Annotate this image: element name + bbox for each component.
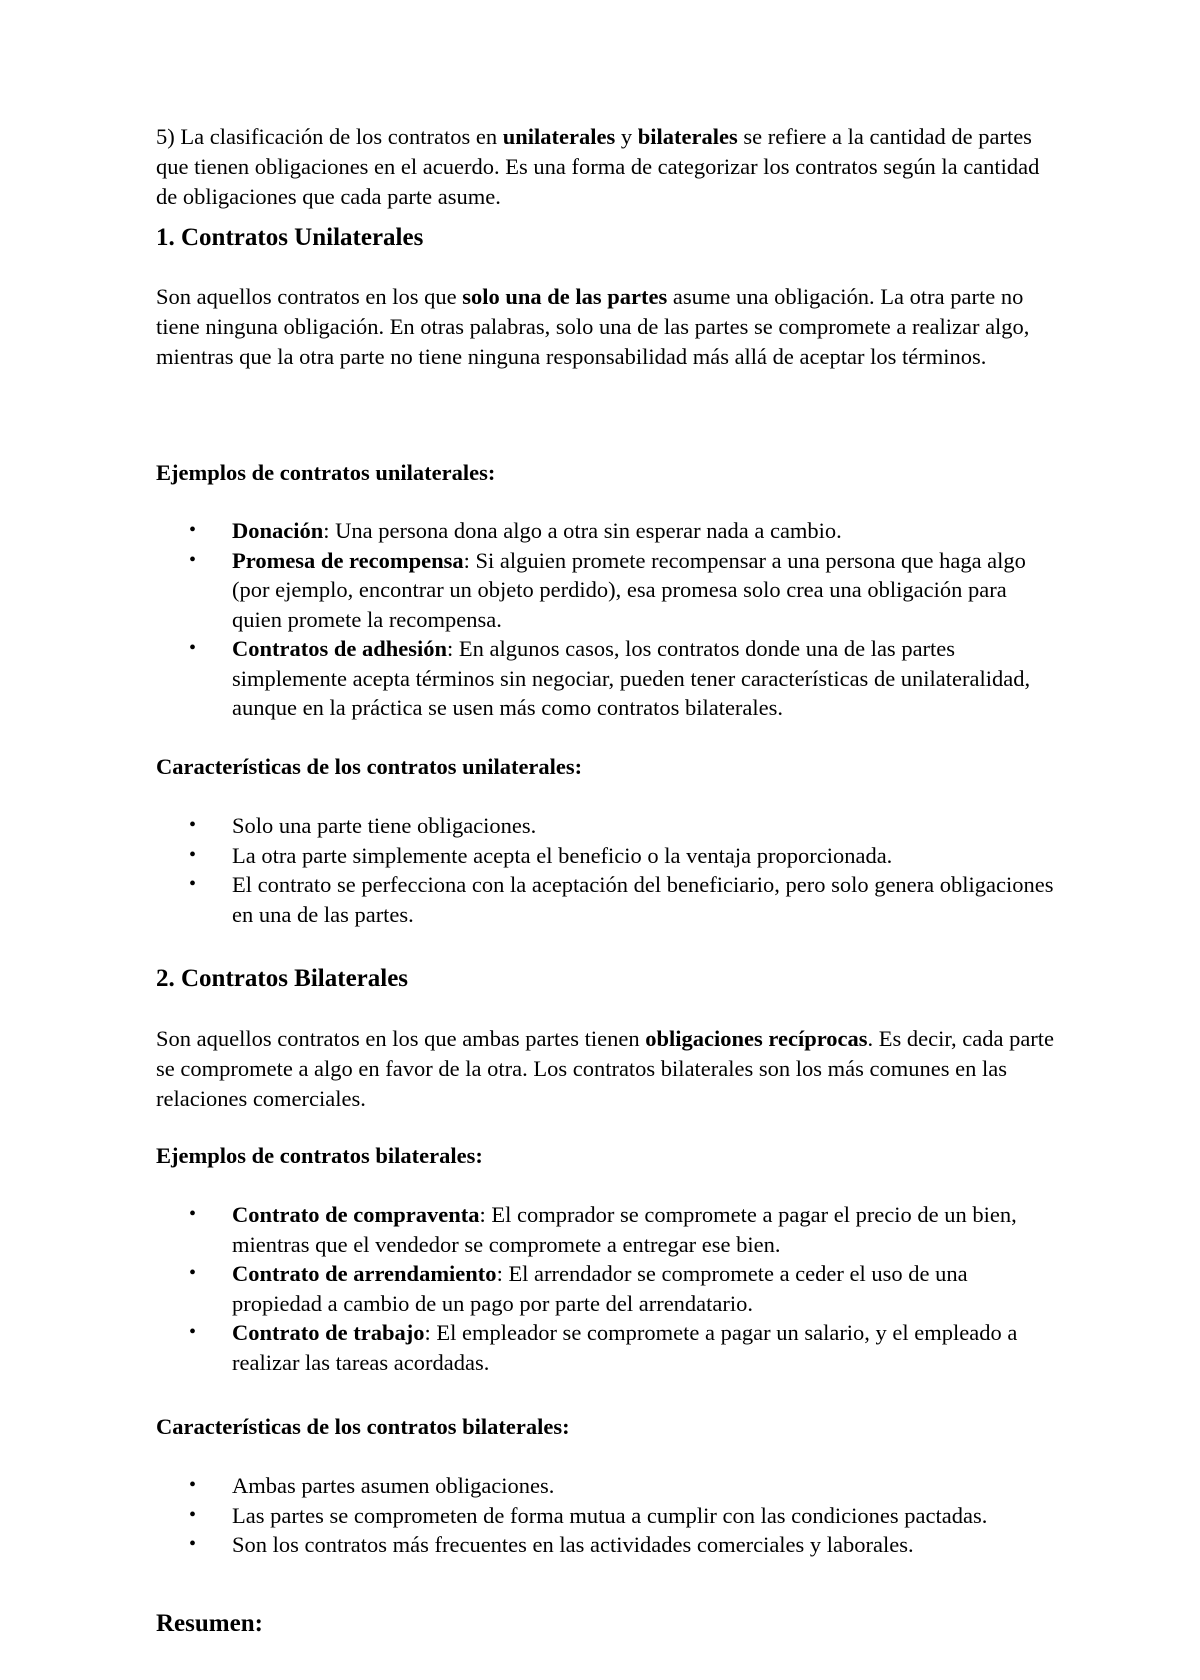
bullet-icon: •	[189, 1474, 197, 1496]
list-item	[156, 1259, 1056, 1318]
bullet-icon: •	[189, 873, 197, 895]
intro-text-3: se refiere a la cantidad de partes que tienen obligaciones en el acuerdo. Es una forma de categorizar los contratos según la cantidad de obligaciones que cada parte asume.	[156, 124, 1040, 209]
section1-paragraph	[156, 282, 1056, 372]
section2-bold: obligaciones recíprocas	[645, 1026, 868, 1051]
section1-examples-heading: Ejemplos de contratos unilaterales:	[156, 460, 496, 485]
bullet-icon: •	[189, 1203, 197, 1225]
example-text: : Si alguien promete recompensar a una persona que haga algo (por ejemplo, encontrar un objeto perdido), esa promesa solo crea una obligación para quien promete la recompensa.	[232, 547, 1026, 632]
section1-heading: 1. Contratos Unilaterales	[156, 224, 424, 251]
summary-heading: Resumen:	[156, 1610, 263, 1637]
example-text: : El arrendador se compromete a ceder el uso de una propiedad a cambio de un pago por parte del arrendatario.	[232, 1261, 968, 1316]
bullet-icon: •	[189, 1533, 197, 1555]
section1-bold: solo una de las partes	[462, 284, 668, 309]
feature-text: Solo una parte tiene obligaciones.	[232, 813, 537, 838]
list-item	[156, 811, 1056, 841]
list-item	[156, 516, 1056, 546]
section2-examples-heading: Ejemplos de contratos bilaterales:	[156, 1143, 483, 1168]
section1-examples-list	[156, 516, 1056, 723]
example-term: Contrato de trabajo	[232, 1320, 425, 1345]
bullet-icon: •	[189, 637, 197, 659]
list-item	[156, 870, 1056, 929]
section1-features-heading: Características de los contratos unilaterales:	[156, 754, 583, 779]
feature-text: La otra parte simplemente acepta el beneficio o la ventaja proporcionada.	[232, 842, 893, 868]
bullet-icon: •	[189, 843, 197, 866]
example-term: Contratos de adhesión	[232, 636, 448, 661]
feature-text: El contrato se perfecciona con la aceptación del beneficiario, pero solo genera obligaciones en una de las partes.	[232, 872, 1054, 927]
section2-features-list	[156, 1471, 1056, 1560]
section2-features-heading: Características de los contratos bilaterales:	[156, 1414, 570, 1439]
intro-text-2: y	[615, 124, 638, 149]
example-term: Contrato de compraventa	[232, 1202, 480, 1227]
section2-heading: 2. Contratos Bilaterales	[156, 965, 409, 992]
section2-examples-list	[156, 1200, 1056, 1377]
list-item	[156, 1530, 1056, 1560]
list-item	[156, 634, 1056, 723]
example-text: : Una persona dona algo a otra sin esperar nada a cambio.	[323, 518, 842, 543]
bullet-icon: •	[189, 519, 197, 541]
list-item	[156, 1501, 1056, 1531]
list-item	[156, 1200, 1056, 1259]
example-text: : El comprador se compromete a pagar el precio de un bien, mientras que el vendedor se compromete a entregar ese bien.	[232, 1202, 1017, 1257]
example-term: Contrato de arrendamiento	[232, 1261, 497, 1286]
section1-text-1: Son aquellos contratos en los que	[156, 284, 463, 309]
feature-text: Son los contratos más frecuentes en las actividades comerciales y laborales.	[232, 1532, 914, 1557]
section2-text-1: Son aquellos contratos en los que ambas partes tienen	[156, 1026, 646, 1051]
list-item	[156, 1471, 1056, 1501]
bullet-icon: •	[189, 814, 197, 836]
feature-text: Ambas partes asumen obligaciones.	[232, 1473, 555, 1498]
intro-text-1: 5) La clasificación de los contratos en	[156, 124, 503, 149]
bullet-icon: •	[189, 1321, 197, 1343]
example-text: : En algunos casos, los contratos donde una de las partes simplemente acepta términos sin negociar, pueden tener características de unilateralidad, aunque en la práctica se usen más como contratos bilaterales.	[232, 636, 1031, 720]
bullet-icon: •	[189, 548, 197, 571]
section1-features-list	[156, 811, 1056, 929]
example-text: : El empleador se compromete a pagar un salario, y el empleado a realizar las tareas acordadas.	[232, 1320, 1018, 1375]
section2-text-2: . Es decir, cada parte se compromete a algo en favor de la otra. Los contratos bilaterales son los más comunes en las relaciones comerciales.	[156, 1026, 1055, 1111]
section2-paragraph	[156, 1024, 1056, 1114]
list-item	[156, 841, 1056, 871]
feature-text: Las partes se comprometen de forma mutua a cumplir con las condiciones pactadas.	[232, 1502, 988, 1528]
list-item	[156, 1318, 1056, 1377]
example-term: Donación	[232, 518, 324, 543]
list-item	[156, 546, 1056, 635]
intro-bold-unilaterales: unilaterales	[502, 124, 616, 149]
intro-paragraph	[156, 122, 1056, 212]
section1-text-2: asume una obligación. La otra parte no tiene ninguna obligación. En otras palabras, solo una de las partes se compromete a realizar algo, mientras que la otra parte no tiene ninguna responsabilidad más allá de aceptar los términos.	[156, 284, 1030, 369]
bullet-icon: •	[189, 1503, 197, 1526]
example-term: Promesa de recompensa	[232, 547, 464, 573]
bullet-icon: •	[189, 1262, 197, 1284]
intro-bold-bilaterales: bilaterales	[637, 124, 738, 149]
